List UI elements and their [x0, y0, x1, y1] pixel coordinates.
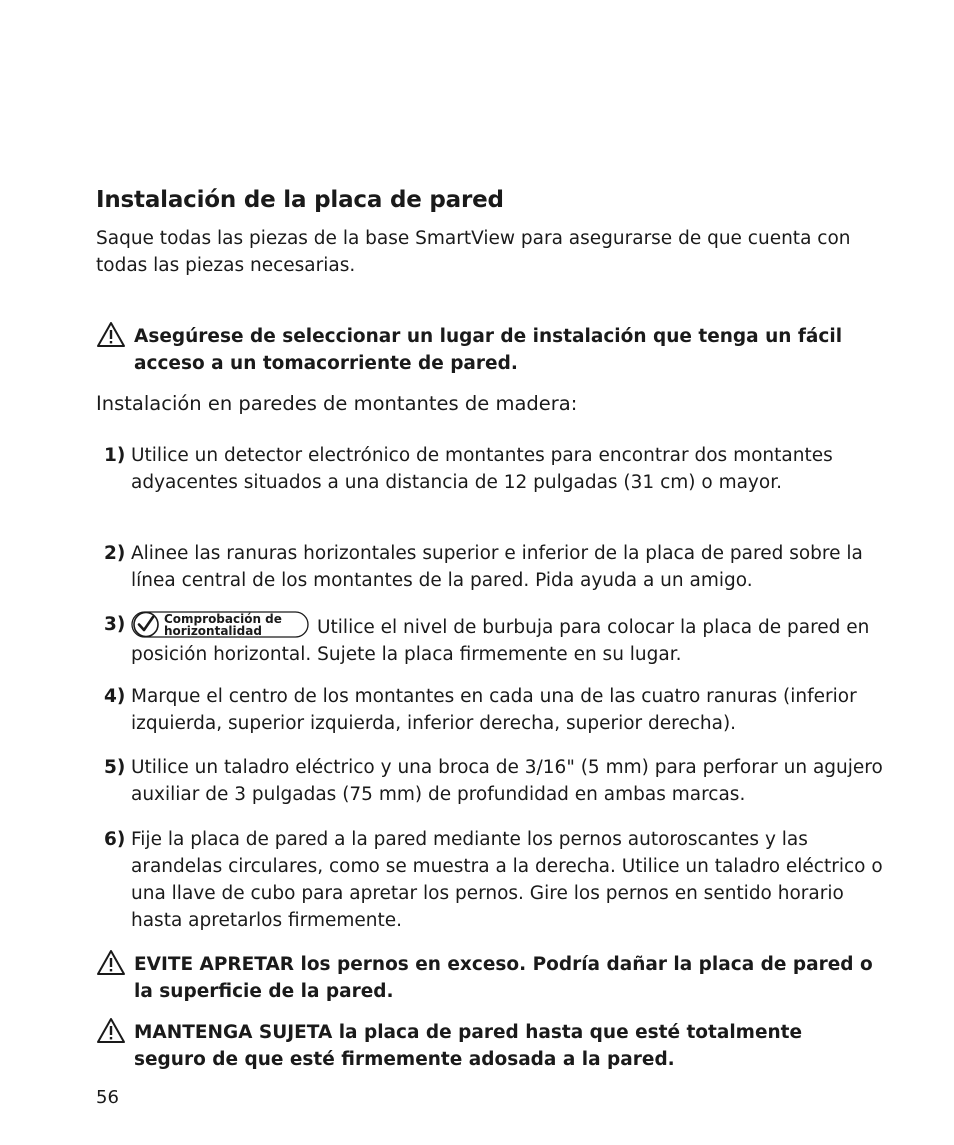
page-number: 56 [96, 1087, 119, 1108]
step-number: 6) [104, 829, 126, 850]
step-number: 3) [104, 614, 126, 635]
step-text: Marque el centro de los montantes en cada una de las cuatro ranuras (inferior izquierda, superior izquierda, inferior derecha, superior derecha). [131, 686, 857, 734]
step-2 [96, 540, 886, 594]
step-number: 4) [104, 686, 126, 707]
step-1 [96, 442, 886, 496]
step-4 [96, 683, 886, 737]
step-text: Utilice un taladro eléctrico y una broca de 3/16" (5 mm) para perforar un agujero auxiliar de 3 pulgadas (75 mm) de profundidad en ambas marcas. [131, 757, 883, 805]
warning-text: MANTENGA SUJETA la placa de pared hasta que esté totalmente seguro de que esté firmemente adosada a la pared. [134, 1022, 803, 1070]
step-text: Utilice el nivel de burbuja para colocar la placa de pared en posición horizontal. Sujete la placa firmemente en su lugar. [131, 617, 870, 665]
warning-triangle-icon [96, 1017, 126, 1044]
level-check-badge [131, 611, 309, 638]
warning-3 [96, 1019, 876, 1073]
warning-triangle-icon [96, 321, 126, 348]
section-subheading: Instalación en paredes de montantes de madera: [96, 392, 578, 415]
step-number: 1) [104, 445, 126, 466]
warning-text: Asegúrese de seleccionar un lugar de instalación que tenga un fácil acceso a un tomacorriente de pared. [134, 326, 843, 374]
step-5 [96, 754, 886, 808]
badge-line-1: Comprobación de [164, 612, 282, 626]
badge-line-2: horizontalidad [164, 624, 262, 638]
step-text: Utilice un detector electrónico de montantes para encontrar dos montantes adyacentes situados a una distancia de 12 pulgadas (31 cm) o mayor. [131, 445, 833, 493]
warning-triangle-icon [96, 949, 126, 976]
step-text: Fije la placa de pared a la pared mediante los pernos autoroscantes y las arandelas circulares, como se muestra a la derecha. Utilice un taladro eléctrico o una llave de cubo para apretar los pernos. Gire los pernos en sentido horario hasta apretarlos firmemente. [131, 829, 883, 931]
page-title: Instalación de la placa de pared [96, 187, 504, 213]
step-3 [96, 611, 886, 668]
step-number: 2) [104, 543, 126, 564]
step-body [131, 611, 886, 668]
step-text: Alinee las ranuras horizontales superior e inferior de la placa de pared sobre la línea central de los montantes de la pared. Pida ayuda a un amigo. [131, 543, 863, 591]
warning-1 [96, 323, 876, 377]
intro-paragraph: Saque todas las piezas de la base SmartView para asegurarse de que cuenta con todas las piezas necesarias. [96, 228, 851, 276]
warning-text: EVITE APRETAR los pernos en exceso. Podría dañar la placa de pared o la superficie de la pared. [134, 954, 873, 1002]
warning-2 [96, 951, 876, 1005]
step-6 [96, 826, 886, 934]
step-number: 5) [104, 757, 126, 778]
